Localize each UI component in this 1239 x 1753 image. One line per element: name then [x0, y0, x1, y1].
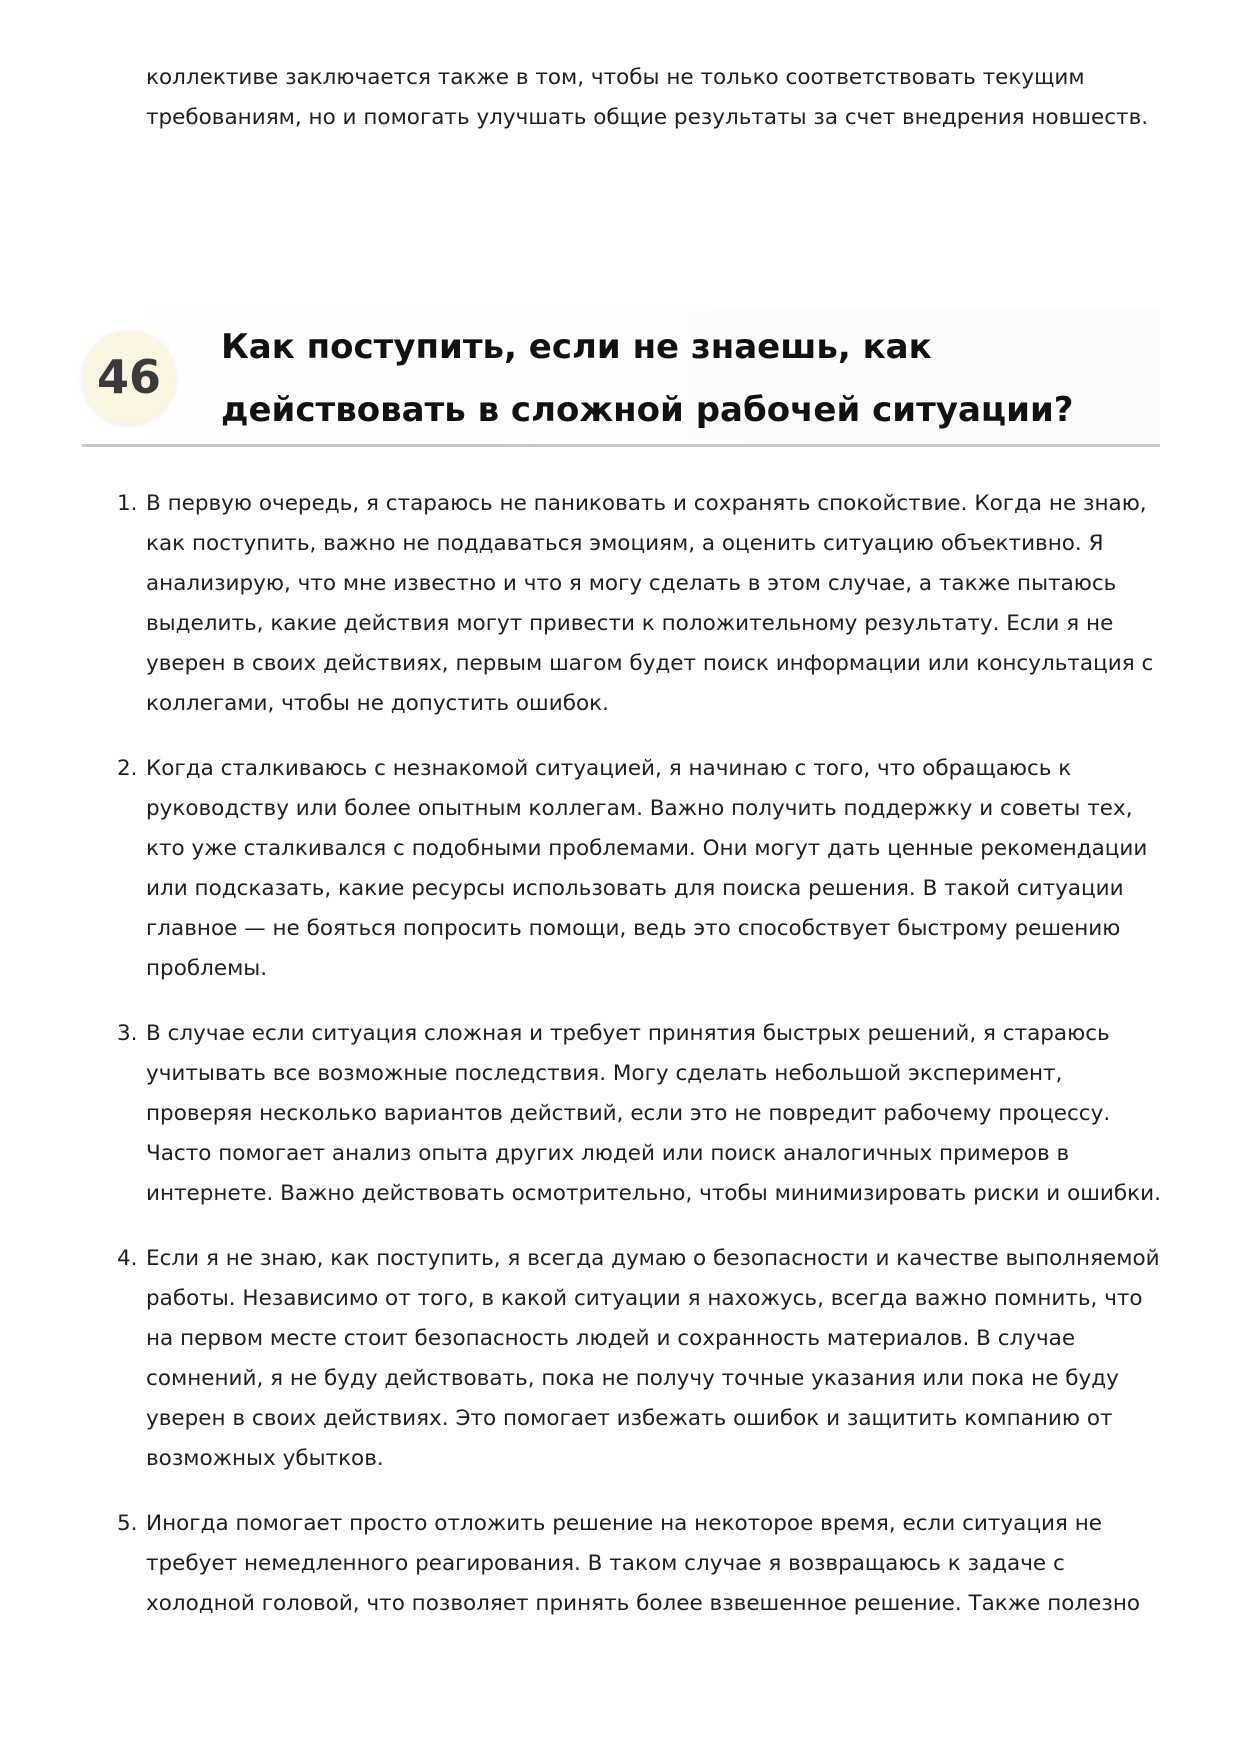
answer-text: Если я не знаю, как поступить, я всегда думаю о безопасности и качестве выполняемой работы. Независимо от того, в какой ситуации я нахожусь, всегда важно помнить, что на первом месте стоит безопасность людей и сохранность материалов. В случае сомнений, я не буду действовать, пока не получу точные указания или пока не буду уверен в своих действиях. Это помогает избежать ошибок и защитить компанию от возможных убытков.: [146, 1246, 1160, 1471]
answer-text: В первую очередь, я стараюсь не паниковать и сохранять спокойствие. Когда не знаю, как поступить, важно не поддаваться эмоциям, а оценить ситуацию объективно. Я анализирую, что мне известно и что я могу сделать в этом случае, а также пытаюсь выделить, какие действия могут привести к положительному результату. Если я не уверен в своих действиях, первым шагом будет поиск информации или консультация с коллегами, чтобы не допустить ошибок.: [146, 491, 1154, 716]
answer-text: В случае если ситуация сложная и требует принятия быстрых решений, я стараюсь учитывать все возможные последствия. Могу сделать небольшой эксперимент, проверяя несколько вариантов действий, если это не повредит рабочему процессу. Часто помогает анализ опыта других людей или поиск аналогичных примеров в интернете. Важно действовать осмотрительно, чтобы минимизировать риски и ошибки.: [146, 1021, 1161, 1206]
answer-number: 1.: [117, 491, 138, 516]
answer-item: [117, 484, 1161, 724]
answer-item: [117, 1504, 1161, 1624]
answer-number: 2.: [117, 756, 138, 781]
answer-item: [117, 1239, 1161, 1479]
answer-number: 5.: [117, 1511, 138, 1536]
answer-text: Когда сталкиваюсь с незнакомой ситуацией, я начинаю с того, что обращаюсь к руководству или более опытным коллегам. Важно получить поддержку и советы тех, кто уже сталкивался с подобными проблемами. Они могут дать ценные рекомендации или подсказать, какие ресурсы использовать для поиска решения. В такой ситуации главное — не бояться попросить помощи, ведь это способствует быстрому решению проблемы.: [146, 756, 1148, 981]
question-title: Как поступить, если не знаешь, как действовать в сложной рабочей ситуации?: [221, 327, 1074, 430]
answer-number: 4.: [117, 1246, 138, 1271]
answer-item: [117, 749, 1161, 989]
answer-number: 3.: [117, 1021, 138, 1046]
answer-item: [117, 1014, 1161, 1214]
intro-paragraph: коллективе заключается также в том, чтобы не только соответствовать текущим требованиям, но и помогать улучшать общие результаты за счет внедрения новшеств.: [146, 65, 1149, 130]
answer-list: [117, 484, 1161, 1649]
question-header: [82, 310, 1160, 447]
answer-text: Иногда помогает просто отложить решение на некоторое время, если ситуация не требует немедленного реагирования. В таком случае я возвращаюсь к задаче с холодной головой, что позволяет принять более взвешенное решение. Также полезно: [146, 1511, 1141, 1616]
question-number-badge: 46: [82, 330, 176, 424]
